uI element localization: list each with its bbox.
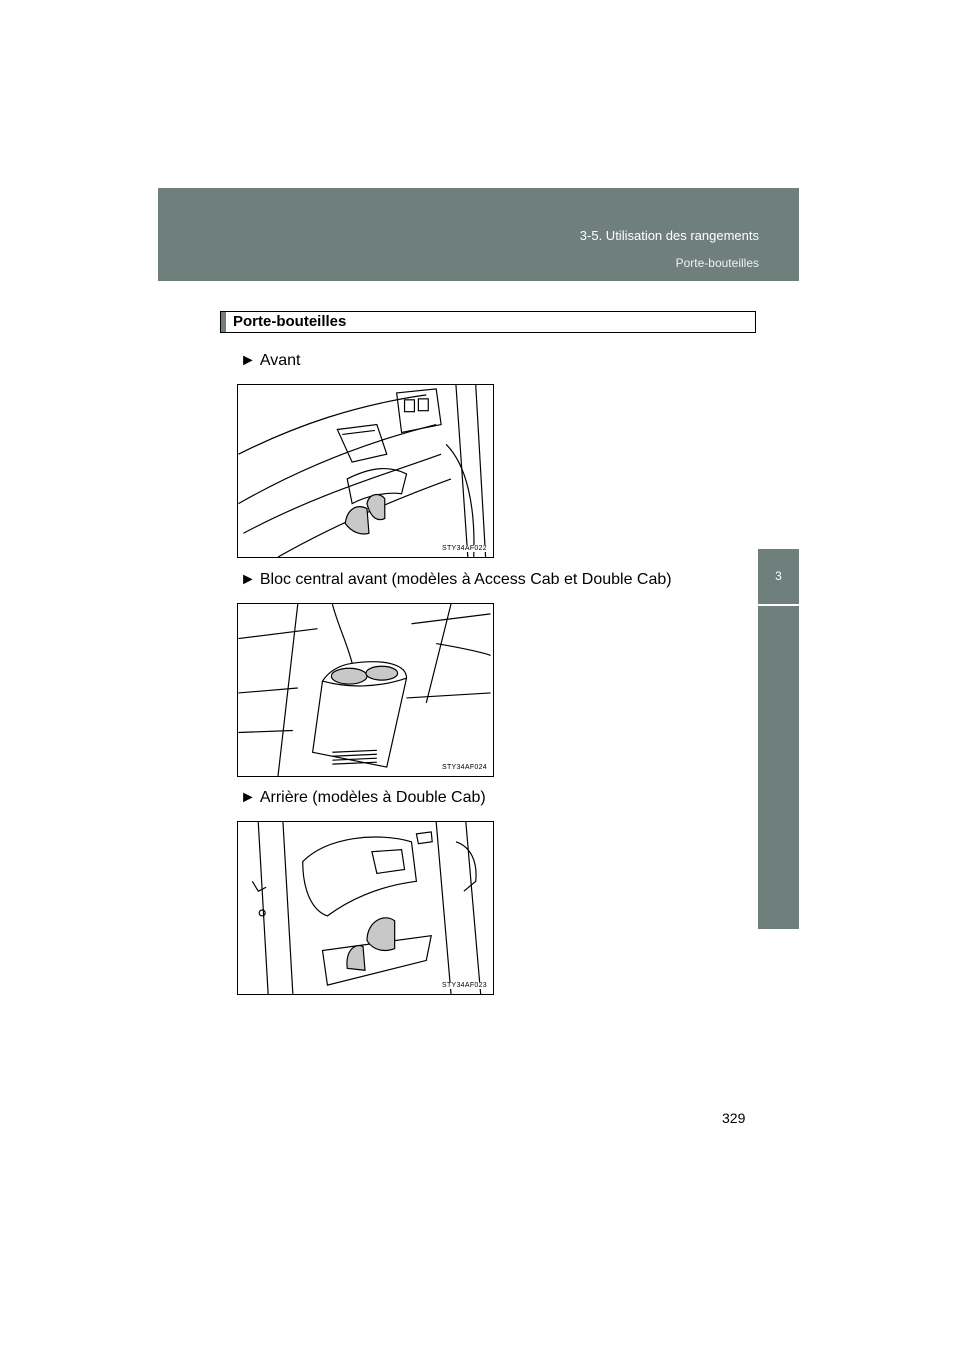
section-title-accent [221, 312, 226, 332]
figure-front-door-holder [237, 384, 494, 558]
caption-front [240, 352, 300, 370]
figure-code: STY34AF023 [441, 982, 487, 989]
rear-door-illustration [238, 822, 493, 994]
chapter-tab [758, 549, 799, 929]
figure-rear-door-holder [237, 821, 494, 995]
front-door-illustration [238, 385, 493, 557]
page-header [158, 188, 799, 281]
chapter-tab-divider [758, 604, 799, 606]
header-section-title: 3-5. Utilisation des rangements [579, 228, 759, 243]
header-subsection-title: Porte-bouteilles [675, 256, 759, 270]
section-title: Porte-bouteilles [233, 313, 347, 330]
figure-code: STY34AF024 [441, 764, 487, 771]
caption-front-text: Avant [259, 352, 301, 369]
right-triangle-icon: ► [240, 571, 256, 588]
figure-center-console-holder [237, 603, 494, 777]
section-title-box [220, 311, 756, 333]
caption-center-console-text: Bloc central avant (modèles à Access Cab et Double Cab) [259, 571, 672, 588]
figure-code: STY34AF022 [441, 545, 487, 552]
caption-rear-text: Arrière (modèles à Double Cab) [259, 789, 486, 806]
chapter-number: 3 [775, 569, 782, 583]
chapter-title: Caractéristiques intérieure et extérieure [11, 632, 25, 851]
page-number: 329 [722, 1110, 746, 1126]
caption-center-console [240, 571, 672, 589]
center-console-illustration [238, 604, 493, 776]
caption-rear [240, 789, 486, 807]
right-triangle-icon: ► [240, 789, 256, 806]
right-triangle-icon: ► [240, 352, 256, 369]
